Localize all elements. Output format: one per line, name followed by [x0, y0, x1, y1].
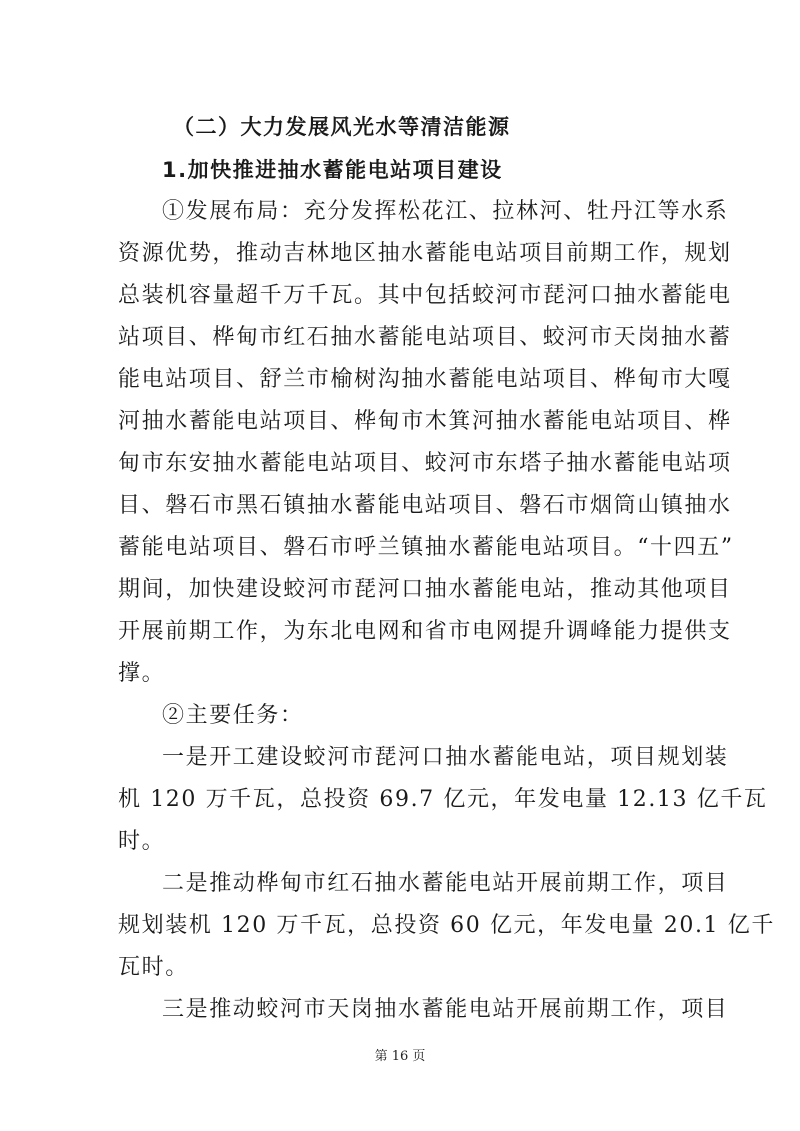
paragraph-line: 能电站项目、舒兰市榆树沟抽水蓄能电站项目、桦甸市大嘎 — [118, 367, 732, 392]
paragraph-line: 撑。 — [118, 661, 166, 686]
paragraph-line: 三是推动蛟河市天岗抽水蓄能电站开展前期工作，项目 — [162, 997, 729, 1022]
paragraph-line: ①发展布局：充分发挥松花江、拉林河、牡丹江等水系 — [162, 199, 729, 224]
paragraph-line: 资源优势，推动吉林地区抽水蓄能电站项目前期工作，规划 — [118, 241, 732, 266]
paragraph-line: 瓦时。 — [118, 955, 189, 980]
page-number: 第 16 页 — [374, 1049, 426, 1064]
section-heading: （二）大力发展风光水等清洁能源 — [173, 115, 511, 139]
paragraph-line: 二是推动桦甸市红石抽水蓄能电站开展前期工作，项目 — [162, 871, 729, 896]
paragraph-line: 站项目、桦甸市红石抽水蓄能电站项目、蛟河市天岗抽水蓄 — [118, 325, 732, 350]
paragraph-line: ②主要任务： — [162, 703, 304, 728]
subsection-heading: 1.加快推进抽水蓄能电站项目建设 — [162, 158, 503, 182]
paragraph-line: 时。 — [118, 829, 166, 854]
paragraph-line: 目、磐石市黑石镇抽水蓄能电站项目、磐石市烟筒山镇抽水 — [118, 493, 732, 518]
paragraph-line: 河抽水蓄能电站项目、桦甸市木箕河抽水蓄能电站项目、桦 — [118, 409, 732, 434]
paragraph-line: 一是开工建设蛟河市琵河口抽水蓄能电站，项目规划装 — [162, 745, 729, 770]
paragraph-line: 开展前期工作，为东北电网和省市电网提升调峰能力提供支 — [118, 619, 732, 644]
paragraph-line: 期间，加快建设蛟河市琵河口抽水蓄能电站，推动其他项目 — [118, 577, 732, 602]
paragraph-line: 甸市东安抽水蓄能电站项目、蛟河市东塔子抽水蓄能电站项 — [118, 451, 732, 476]
paragraph-line: 蓄能电站项目、磐石市呼兰镇抽水蓄能电站项目。“十四五” — [118, 535, 734, 560]
paragraph-line: 总装机容量超千万千瓦。其中包括蛟河市琵河口抽水蓄能电 — [118, 283, 732, 308]
paragraph-line: 规划装机 120 万千瓦，总投资 60 亿元，年发电量 20.1 亿千 — [118, 913, 775, 938]
paragraph-line: 机 120 万千瓦，总投资 69.7 亿元，年发电量 12.13 亿千瓦 — [118, 787, 768, 812]
